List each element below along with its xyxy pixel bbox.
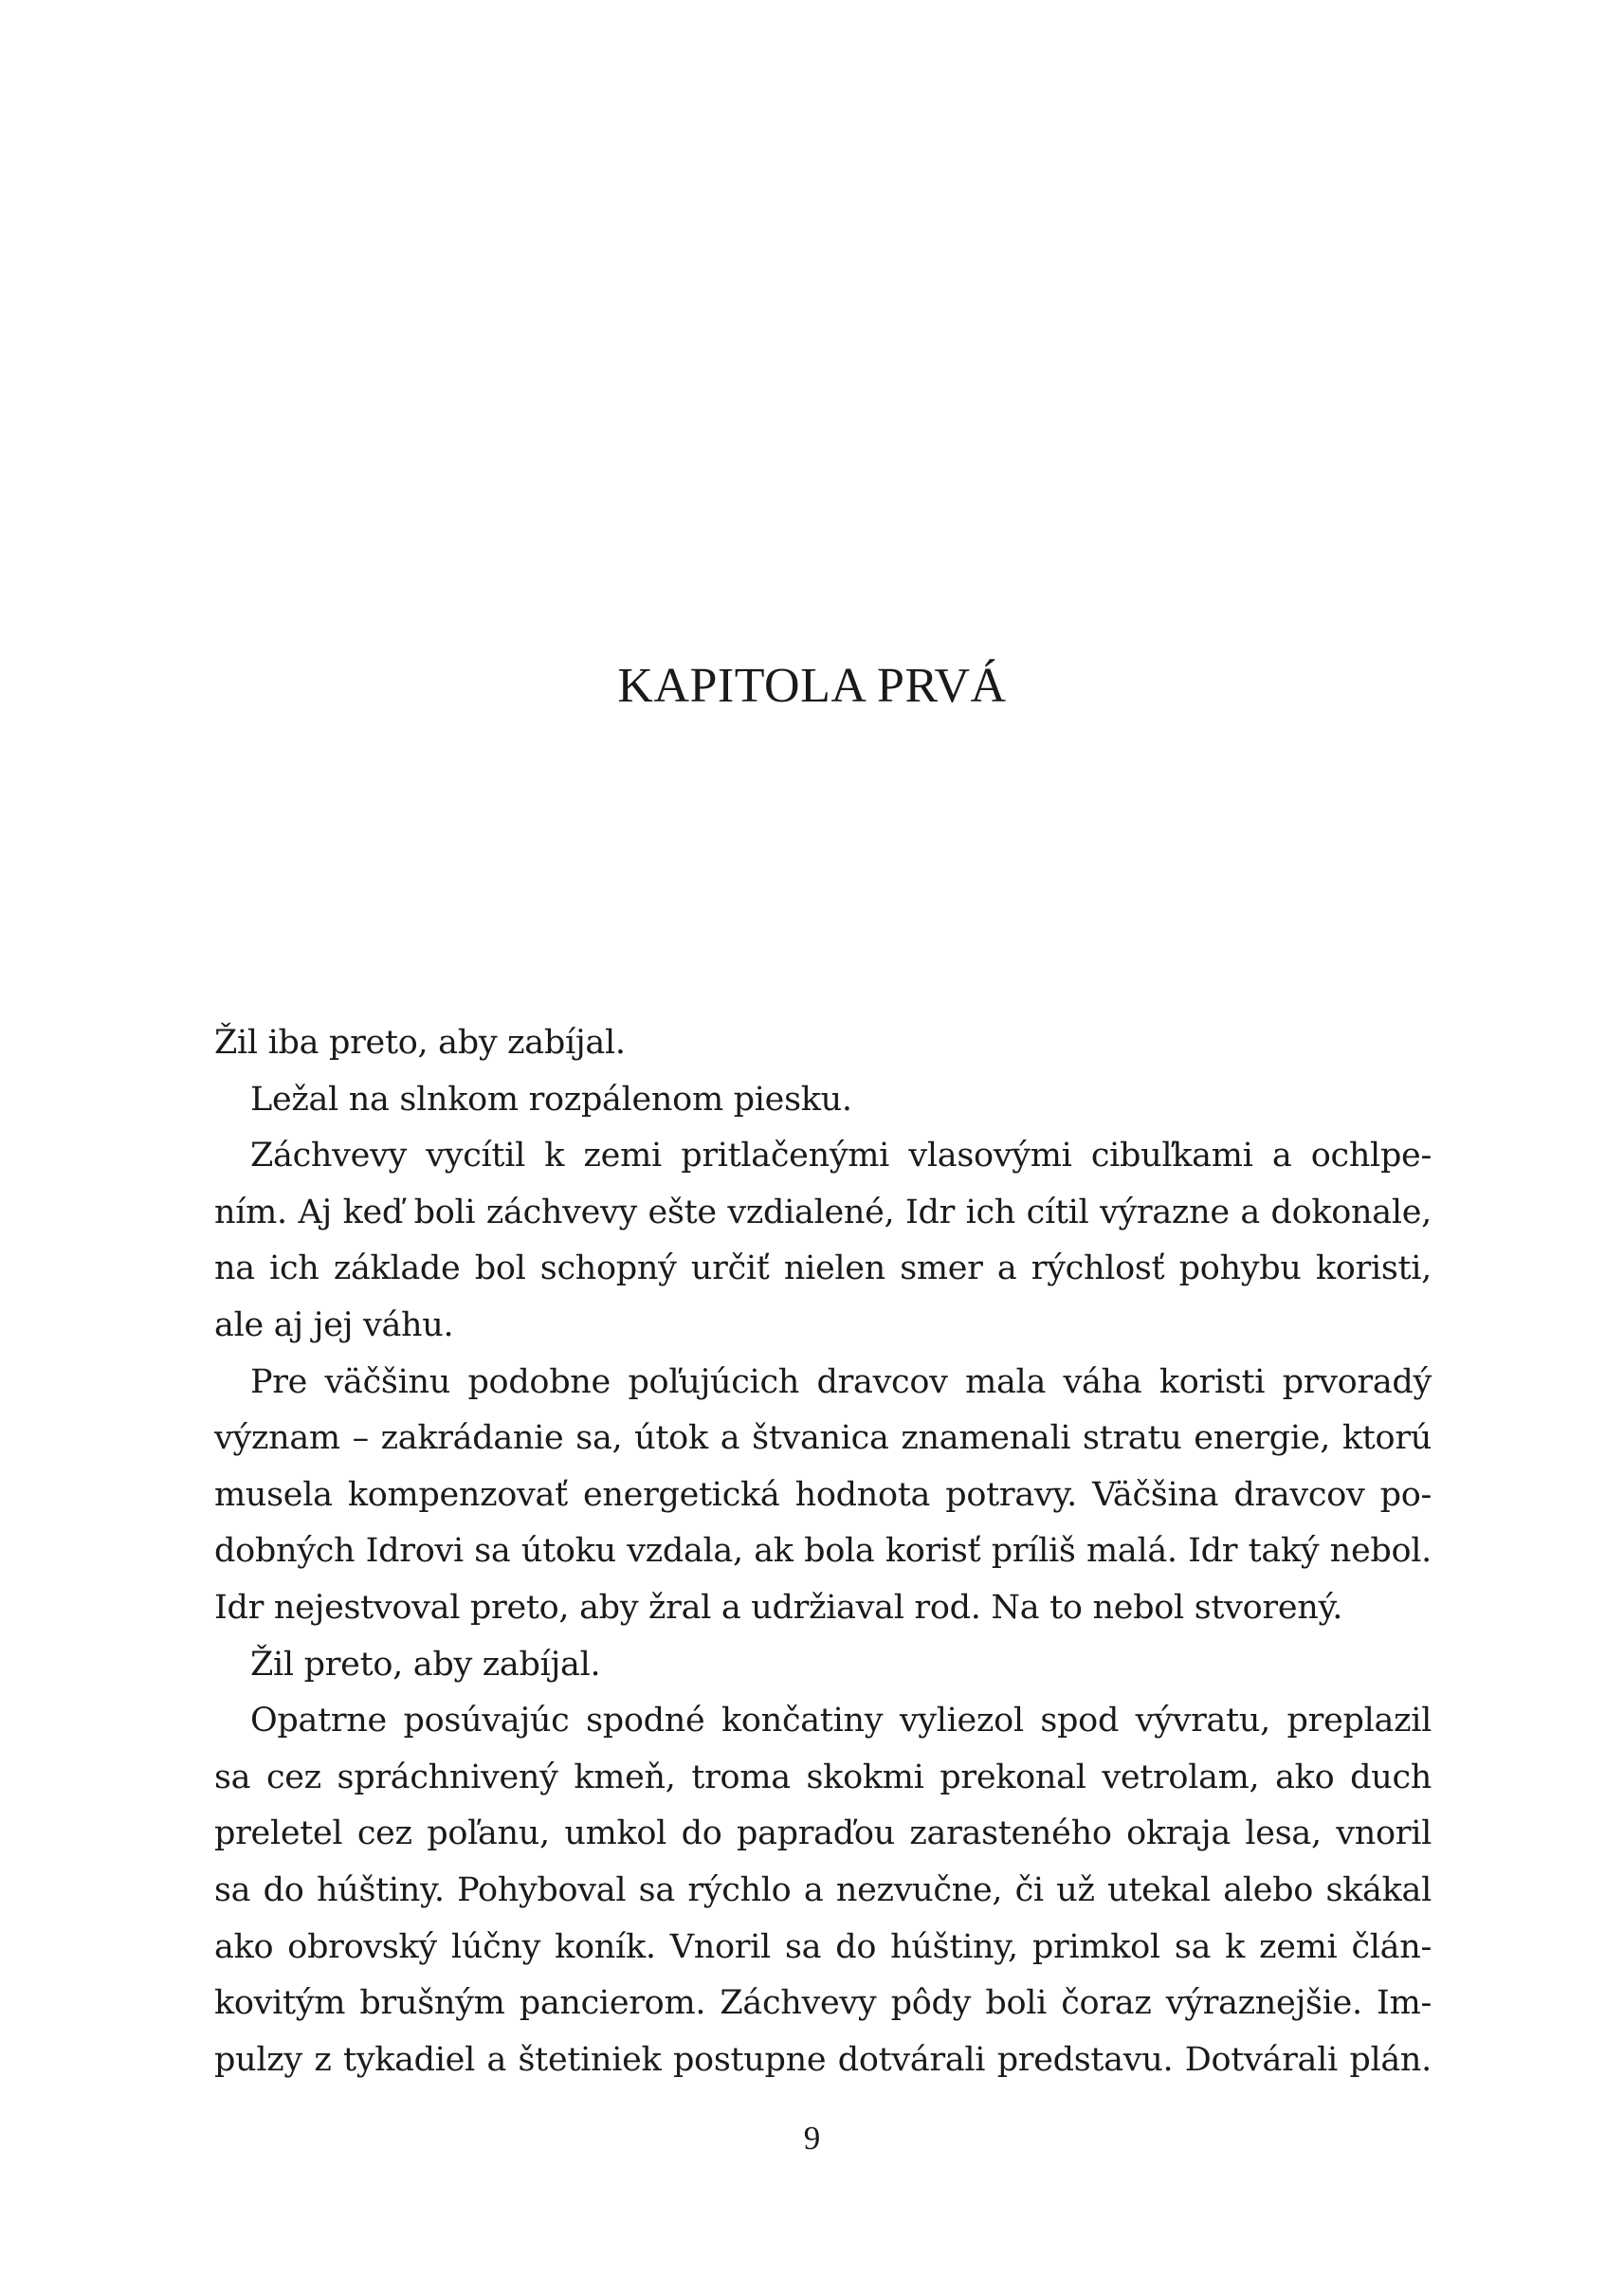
text-line: na ich základe bol schopný určiť nielen smer a rýchlosť pohybu koristi, (214, 1249, 1432, 1288)
text-line: Ležal na slnkom rozpálenom piesku. (250, 1080, 852, 1119)
text-line: Opatrne posúvajúc spodné končatiny vyliezol spod vývratu, preplazil (250, 1702, 1432, 1740)
text-line: sa do húštiny. Pohyboval sa rýchlo a nezvučne, či už utekal alebo skákal (214, 1870, 1432, 1909)
text-line: dobných Idrovi sa útoku vzdala, ak bola korisť príliš malá. Idr taký nebol. (214, 1532, 1432, 1571)
text-line: Záchvevy vycítil k zemi pritlačenými vlasovými cibuľkami a ochlpe- (250, 1137, 1432, 1175)
text-line: pulzy z tykadiel a štetiniek postupne dotvárali predstavu. Dotvárali plán. (214, 2040, 1432, 2079)
text-line: musela kompenzovať energetická hodnota potravy. Väčšina dravcov po- (214, 1475, 1432, 1514)
text-line: Idr nejestvoval preto, aby žral a udržiaval rod. Na to nebol stvorený. (214, 1588, 1343, 1627)
text-line: ako obrovský lúčny koník. Vnoril sa do húštiny, primkol sa k zemi člán- (214, 1927, 1432, 1966)
text-line: sa cez spráchnivený kmeň, troma skokmi prekonal vetrolam, ako duch (214, 1758, 1432, 1796)
text-line: Pre väčšinu podobne poľujúcich dravcov mala váha koristi prvoradý (250, 1362, 1432, 1401)
page-number: 9 (803, 2120, 821, 2157)
chapter-body (214, 1015, 1432, 2088)
text-line: význam – zakrádanie sa, útok a štvanica znamenali stratu energie, ktorú (214, 1419, 1432, 1458)
chapter-title: KAPITOLA PRVÁ (617, 659, 1007, 713)
text-line: preletel cez poľanu, umkol do papraďou zarasteného okraja lesa, vnoril (214, 1814, 1432, 1853)
text-line: Žil preto, aby zabíjal. (250, 1645, 601, 1684)
text-line: ním. Aj keď boli záchvevy ešte vzdialené, Idr ich cítil výrazne a dokonale, (214, 1193, 1432, 1231)
text-line: Žil iba preto, aby zabíjal. (214, 1024, 626, 1062)
text-line: ale aj jej váhu. (214, 1305, 454, 1344)
text-line: kovitým brušným pancierom. Záchvevy pôdy boli čoraz výraznejšie. Im- (214, 1984, 1432, 2023)
